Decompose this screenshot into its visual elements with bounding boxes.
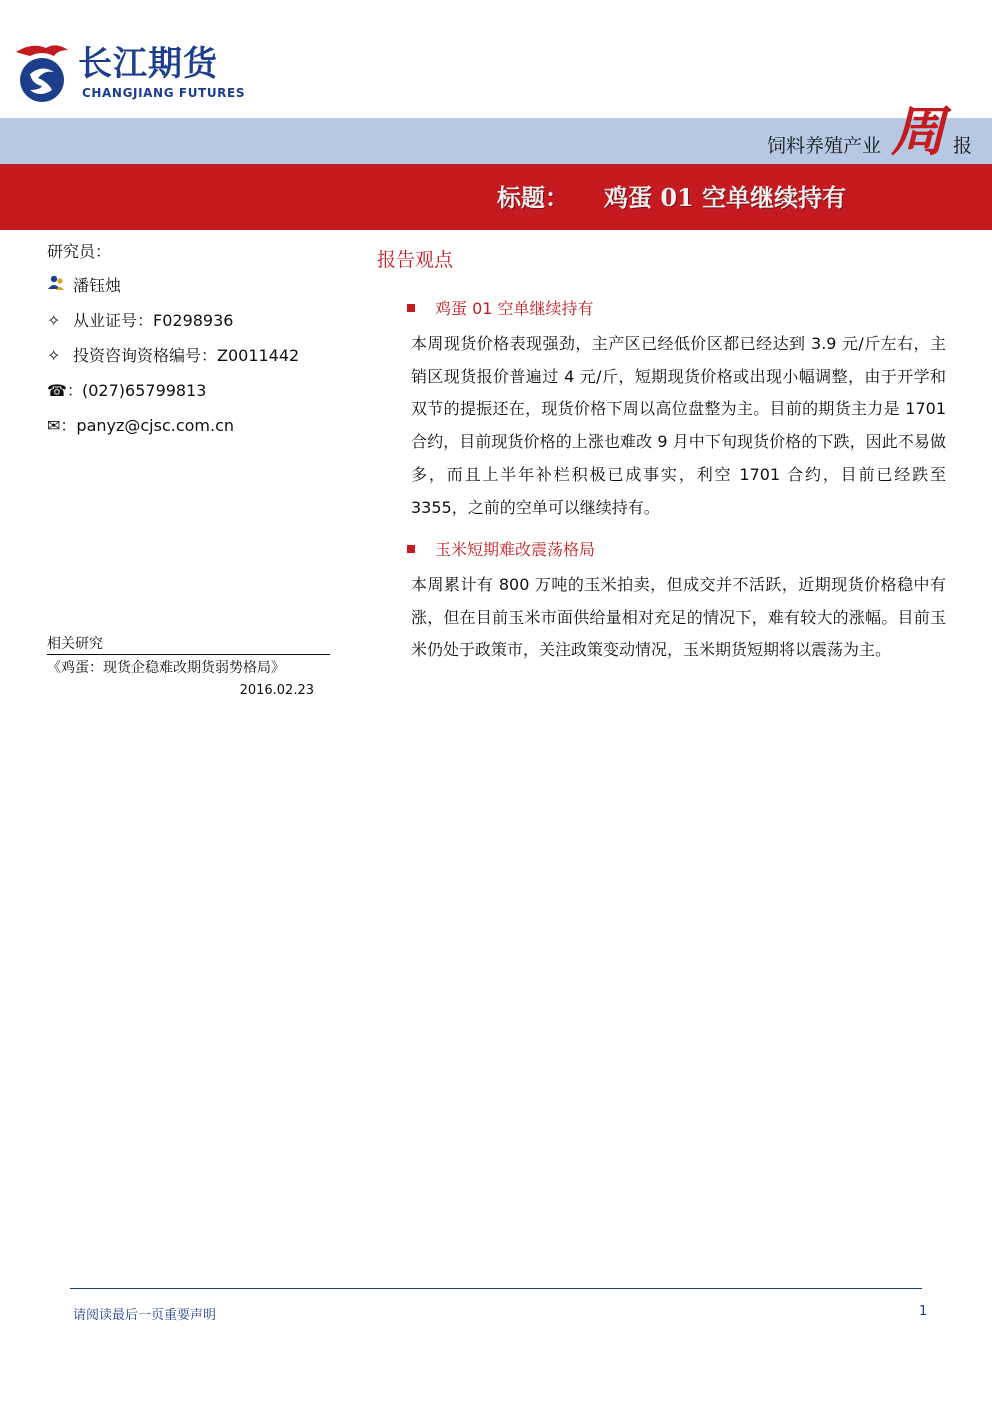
report-suffix: 报 [953, 135, 973, 157]
advisor-license-number: 投资咨询资格编号：Z0011442 [73, 346, 300, 365]
analyst-panel [47, 240, 337, 435]
related-research [47, 635, 330, 703]
email-row [47, 415, 234, 437]
logo-mark-icon [12, 40, 72, 106]
company-logo [12, 40, 252, 106]
footer-disclaimer: 请阅读最后一页重要声明 [73, 1308, 217, 1323]
mail-icon: ✉ [47, 416, 61, 435]
analyst-name-row [47, 275, 121, 297]
phone-number: (027)65799813 [82, 381, 207, 400]
phone-icon: ☎： [47, 381, 83, 400]
section-body-egg: 本周现货价格表现强劲，主产区已经低价区都已经达到 3.9 元/斤左右，主销区现货报价普遍过 4 元/斤，短期现货价格或出现小幅调整，由于开学和双节的提振还在，现货价格下周以高位盘整为主。目前的期货主力是 1701 合约，目前现货价格的上涨也难改 9 月中下旬现货价格的下跌，因此不易做多，而且上半年补栏积极已成事实，利空 1701 合约，目前已经跌至 3355，之前的空单可以继续持有。 [411, 334, 946, 517]
license-number: 从业证号：F0298936 [73, 311, 234, 330]
section-title: 玉米短期难改震荡格局 [435, 540, 596, 559]
title-label: 标题： [497, 184, 569, 212]
views-heading: 报告观点 [377, 249, 454, 271]
square-bullet-icon [407, 304, 415, 312]
page-number: 1 [919, 1304, 928, 1319]
phone-row [47, 380, 206, 402]
section-body-corn: 本周累计有 800 万吨的玉米拍卖，但成交并不活跃，近期现货价格稳中有涨，但在目前玉米市面供给量相对充足的情况下，难有较大的涨幅。目前玉米仍处于政策市，关注政策变动情况，玉米期货短期将以震荡为主。 [411, 575, 946, 660]
diamond-bullet-icon: ✧ [47, 346, 61, 365]
analyst-name: 潘钰烛 [73, 276, 122, 295]
related-research-date: 2016.02.23 [239, 683, 314, 698]
section-heading-corn [407, 537, 595, 560]
diamond-bullet-icon: ✧ [47, 311, 61, 330]
section-title: 鸡蛋 01 空单继续持有 [435, 299, 594, 318]
report-category: 饲料养殖产业 [767, 135, 882, 157]
license-row [47, 310, 233, 332]
advisor-license-row [47, 345, 299, 367]
square-bullet-icon [407, 545, 415, 553]
email-address[interactable]: ：panyz@cjsc.com.cn [60, 416, 235, 435]
section-heading-egg [407, 296, 594, 319]
analyst-heading: 研究员： [47, 242, 112, 261]
logo-english-name: CHANGJIANG FUTURES [82, 86, 246, 100]
related-research-item[interactable]: 《鸡蛋：现货企稳难改期货弱势格局》 [47, 660, 285, 676]
footer-divider [70, 1288, 922, 1289]
related-research-heading: 相关研究 [47, 635, 330, 655]
report-period-char: 周 [891, 99, 945, 163]
report-title: 鸡蛋 01 空单继续持有 [604, 183, 847, 212]
person-icon [47, 275, 73, 297]
logo-chinese-name: 长江期货 [78, 44, 218, 84]
